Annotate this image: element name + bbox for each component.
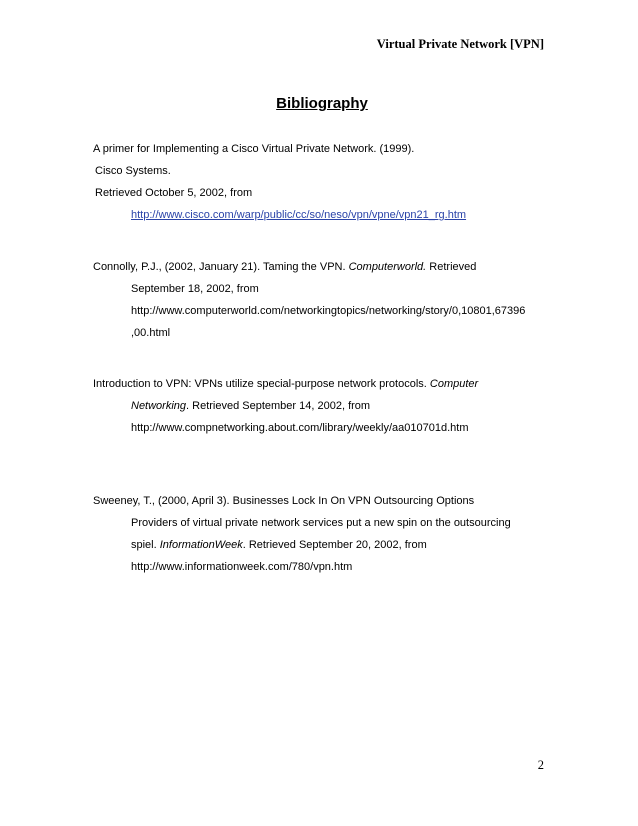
entry-journal: InformationWeek — [159, 539, 243, 551]
cisco-url-link[interactable]: http://www.cisco.com/warp/public/cc/so/neso/vpn/vpne/vpn21_rg.htm — [131, 209, 467, 221]
entry-line: September 18, 2002, from — [131, 283, 259, 295]
bibliography-entry-intro-vpn — [93, 373, 478, 439]
entry-url-line: http://www.informationweek.com/780/vpn.htm — [131, 561, 353, 573]
page-title — [0, 95, 638, 112]
bibliography-entry-cisco — [93, 138, 466, 226]
entry-line: Retrieved October 5, 2002, from — [95, 187, 253, 199]
entry-line — [93, 395, 478, 417]
entry-line: Providers of virtual private network services put a new spin on the outsourcing — [131, 517, 511, 529]
entry-journal: Networking — [131, 400, 187, 412]
bibliography-entry-sweeney — [93, 490, 511, 578]
entry-line: Sweeney, T., (2000, April 3). Businesses Lock In On VPN Outsourcing Options — [93, 495, 475, 507]
entry-url-line: ,00.html — [131, 327, 171, 339]
entry-url-line — [93, 204, 466, 226]
entry-line: Cisco Systems. — [95, 165, 171, 177]
page-number: 2 — [537, 758, 544, 772]
entry-line — [93, 373, 478, 395]
entry-text: spiel. — [131, 539, 160, 551]
entry-author-date: Connolly, P.J., (2002, January 21). Taming the VPN. — [93, 261, 349, 273]
entry-journal: Computerworld. — [348, 261, 427, 273]
running-header: Virtual Private Network [VPN] — [376, 37, 544, 51]
entry-retrieved: . Retrieved September 20, 2002, from — [242, 539, 427, 551]
entry-url-line: http://www.computerworld.com/networkingtopics/networking/story/0,10801,67396 — [131, 305, 526, 317]
entry-line — [93, 256, 525, 278]
page-title-text: Bibliography — [276, 95, 368, 112]
entry-line — [93, 534, 511, 556]
entry-line: A primer for Implementing a Cisco Virtual Private Network. (1999). — [93, 143, 415, 155]
entry-journal: Computer — [429, 378, 479, 390]
entry-retrieved: . Retrieved September 14, 2002, from — [186, 400, 371, 412]
entry-title: Introduction to VPN: VPNs utilize special-purpose network protocols. — [93, 378, 430, 390]
entry-retrieved: Retrieved — [426, 261, 477, 273]
entry-url-line: http://www.compnetworking.about.com/library/weekly/aa010701d.htm — [131, 422, 469, 434]
bibliography-entry-connolly — [93, 256, 525, 344]
